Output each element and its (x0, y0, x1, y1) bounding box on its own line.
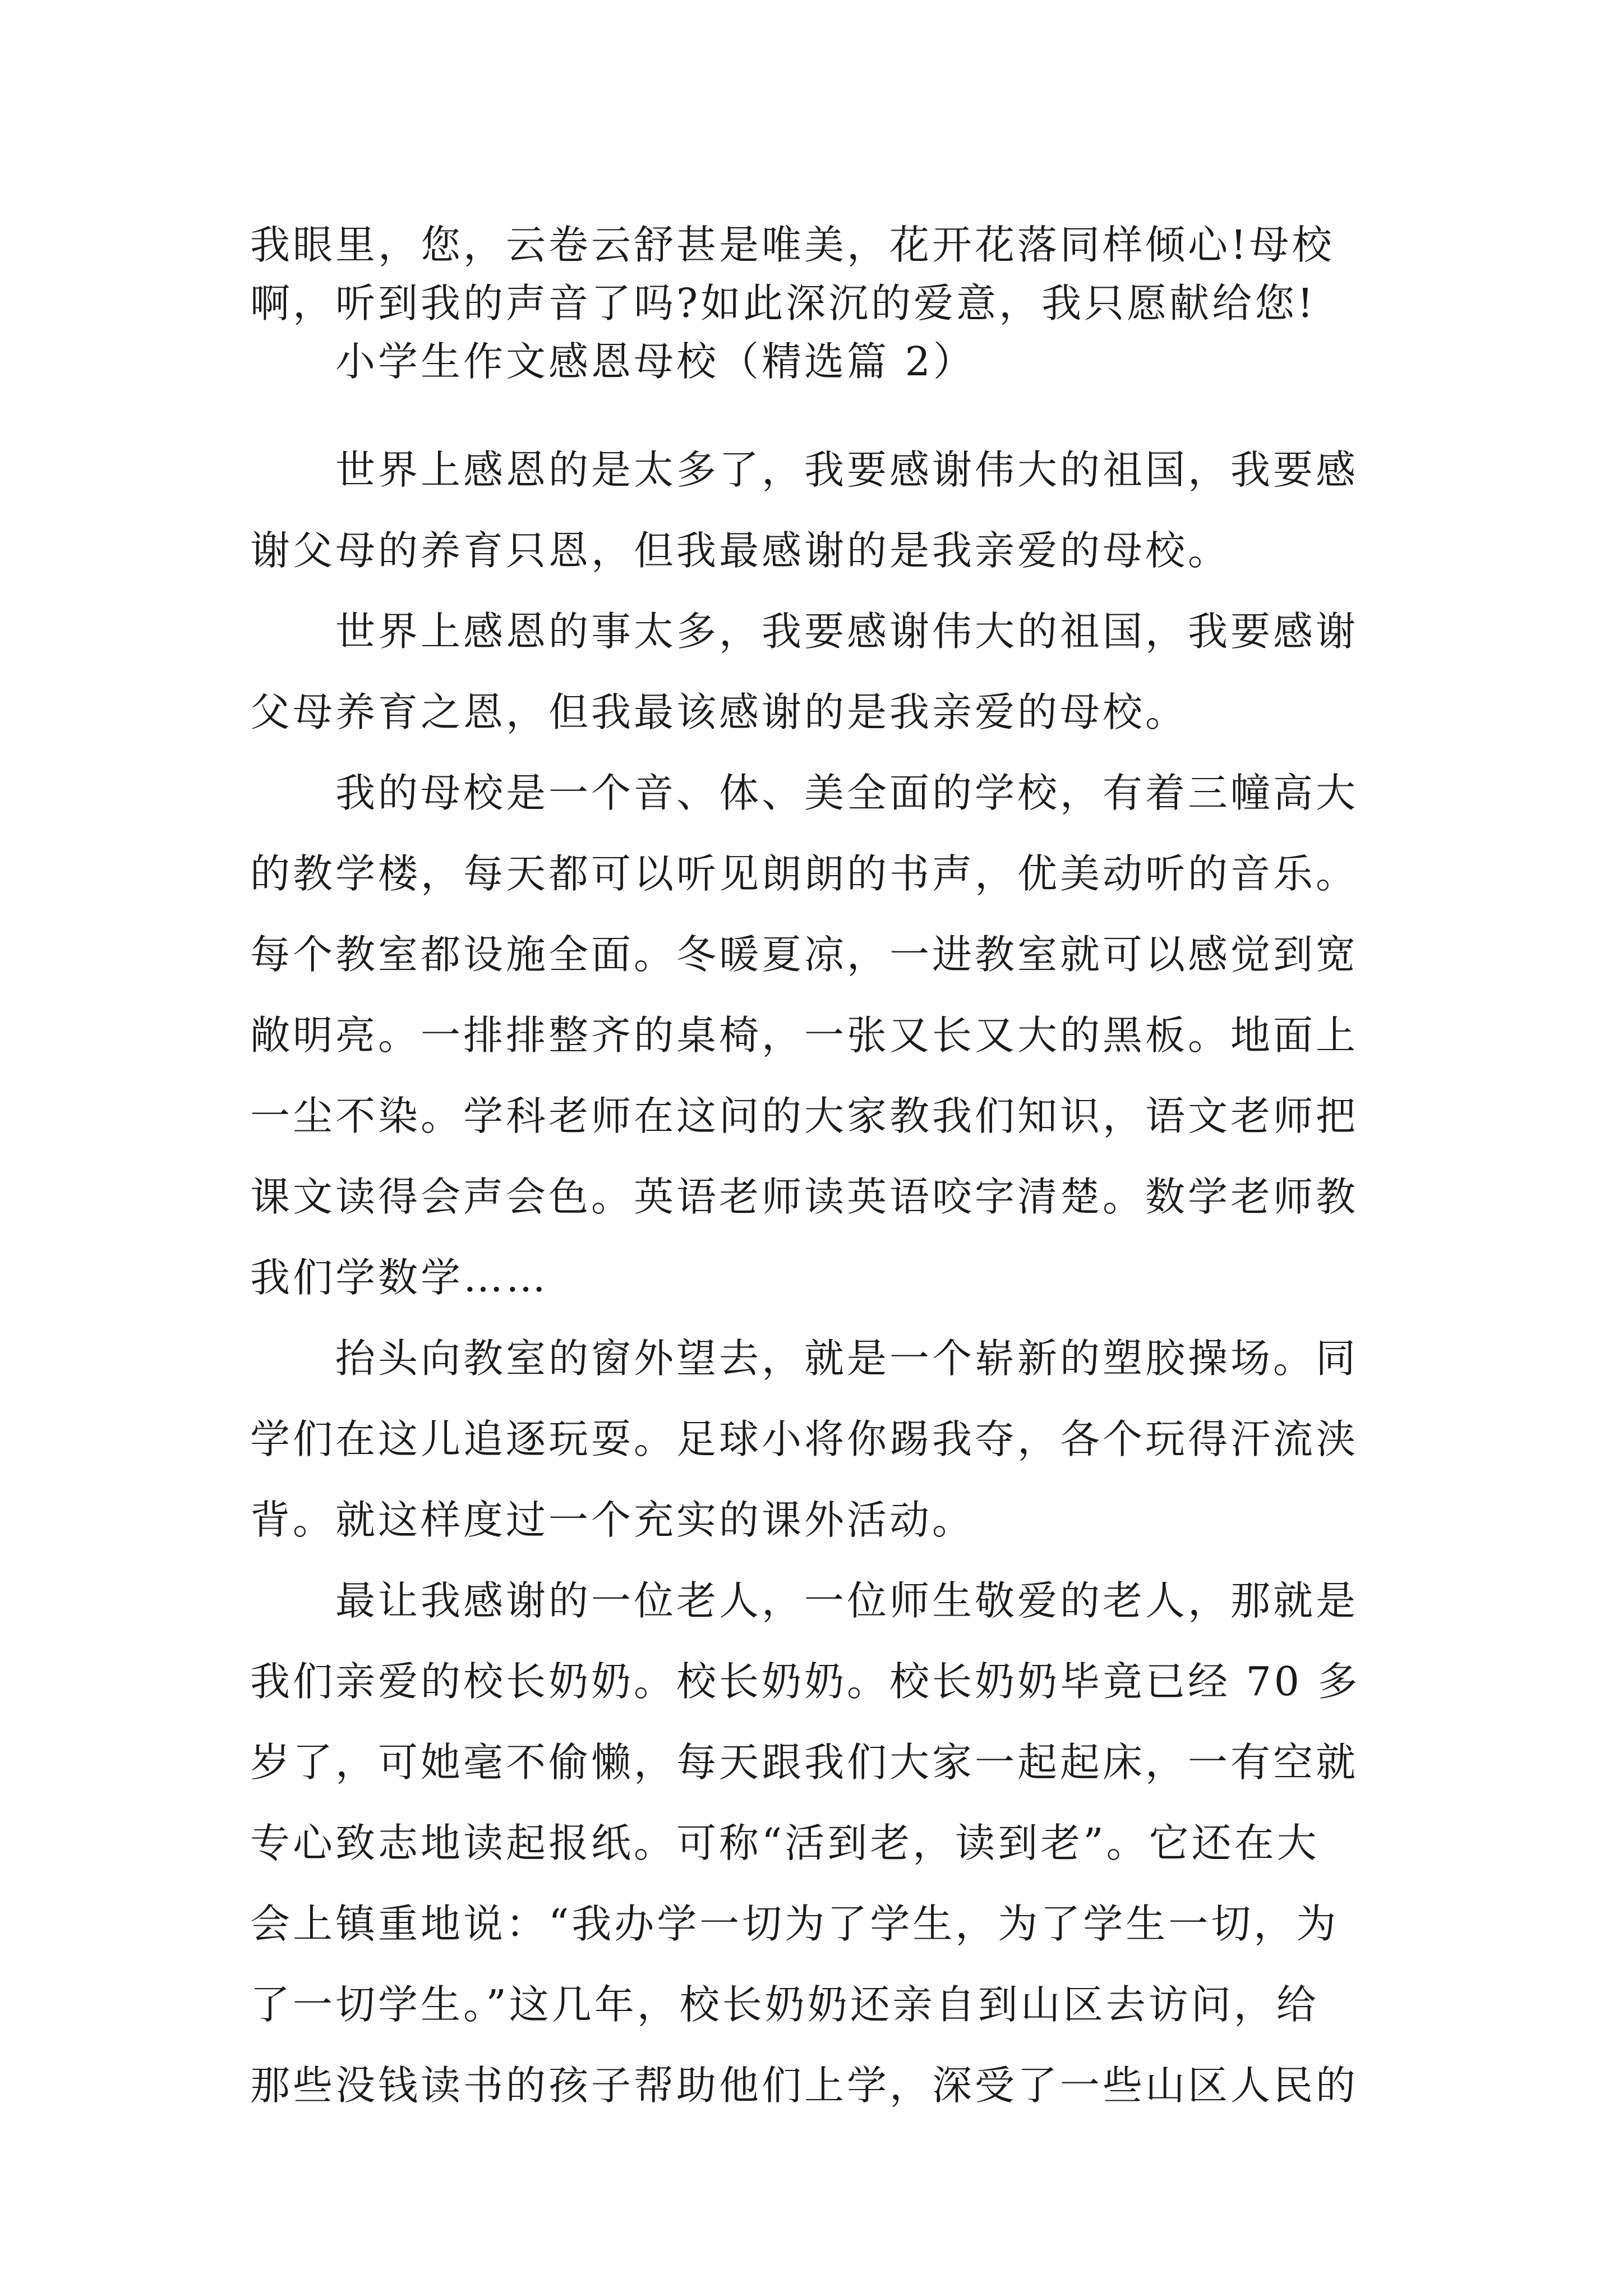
text-line: 谢父母的养育只恩，但我最感谢的是我亲爱的母校。 (250, 527, 1231, 574)
paragraph-first-line: 世界上感恩的是太多了，我要感谢伟大的祖国，我要感 (335, 447, 1359, 493)
text-line: 岁了，可她毫不偷懒，每天跟我们大家一起起床，一有空就 (250, 1739, 1359, 1786)
text-line: 父母养育之恩，但我最该感谢的是我亲爱的母校。 (250, 689, 1188, 735)
text-line: 啊，听到我的声音了吗?如此深沉的爱意，我只愿献给您! (250, 280, 1316, 326)
text-line: 我们学数学…… (250, 1254, 549, 1301)
text-line: 敞明亮。一排排整齐的桌椅，一张又长又大的黑板。地面上 (250, 1012, 1359, 1059)
text-line: 那些没钱读书的孩子帮助他们上学，深受了一些山区人民的 (250, 2062, 1359, 2109)
text-line: 一尘不染。学科老师在这问的大家教我们知识，语文老师把 (250, 1093, 1359, 1139)
text-line: 会上镇重地说：“我办学一切为了学生，为了学生一切，为 (250, 1901, 1339, 1947)
text-line: 课文读得会声会色。英语老师读英语咬字清楚。数学老师教 (250, 1174, 1359, 1220)
text-line: 了一切学生。”这几年，校长奶奶还亲自到山区去访问，给 (250, 1981, 1319, 2028)
section-heading: 小学生作文感恩母校（精选篇 2） (335, 338, 976, 385)
paragraph-first-line: 最让我感谢的一位老人，一位师生敬爱的老人，那就是 (335, 1577, 1359, 1624)
paragraph-first-line: 抬头向教室的窗外望去，就是一个崭新的塑胶操场。同 (335, 1335, 1359, 1382)
text-line: 的教学楼，每天都可以听见朗朗的书声，优美动听的音乐。 (250, 850, 1359, 897)
text-line: 我眼里，您，云卷云舒甚是唯美，花开花落同样倾心!母校 (250, 222, 1335, 268)
text-line: 专心致志地读起报纸。可称“活到老，读到老”。它还在大 (250, 1820, 1320, 1866)
paragraph-first-line: 世界上感恩的事太多，我要感谢伟大的祖国，我要感谢 (335, 608, 1359, 655)
text-line: 背。就这样度过一个充实的课外活动。 (250, 1497, 975, 1543)
text-line: 学们在这儿追逐玩耍。足球小将你踢我夺，各个玩得汗流浃 (250, 1416, 1359, 1462)
text-line: 我们亲爱的校长奶奶。校长奶奶。校长奶奶毕竟已经 70 多 (250, 1658, 1361, 1705)
paragraph-first-line: 我的母校是一个音、体、美全面的学校，有着三幢高大 (335, 770, 1359, 816)
text-line: 每个教室都设施全面。冬暖夏凉，一进教室就可以感觉到宽 (250, 931, 1359, 978)
